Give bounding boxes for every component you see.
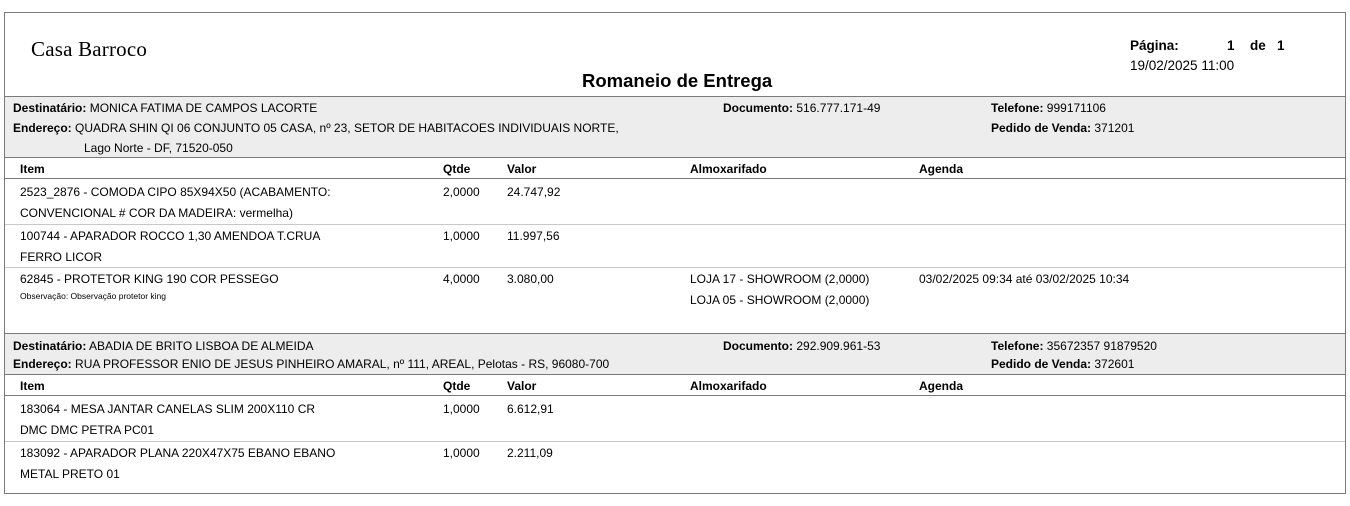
divider xyxy=(5,374,1345,375)
address-label: Endereço: xyxy=(13,357,72,371)
col-header-almoxarifado: Almoxarifado xyxy=(690,379,767,393)
document-label: Documento: xyxy=(723,339,793,353)
order-label: Pedido de Venda: xyxy=(991,121,1092,135)
phone-value: 999171106 xyxy=(1046,101,1106,115)
order-value: 372601 xyxy=(1094,357,1135,371)
report-frame xyxy=(4,12,1346,494)
divider xyxy=(5,395,1345,396)
page-label: Página: xyxy=(1130,38,1179,53)
company-logo: Casa Barroco xyxy=(31,37,148,61)
document-row xyxy=(723,101,880,115)
col-header-qtde: Qtde xyxy=(443,162,471,176)
item-qtde: 2,0000 xyxy=(443,185,480,199)
col-header-item: Item xyxy=(20,162,45,176)
order-row xyxy=(991,357,1134,371)
item-description-cont: CONVENCIONAL # COR DA MADEIRA: vermelha) xyxy=(20,206,293,220)
order-label: Pedido de Venda: xyxy=(991,357,1092,371)
phone-label: Telefone: xyxy=(991,339,1044,353)
phone-row xyxy=(991,339,1157,353)
item-almoxarifado: LOJA 17 - SHOWROOM (2,0000) xyxy=(690,272,870,286)
page-total: 1 xyxy=(1277,38,1285,53)
item-valor: 2.211,09 xyxy=(507,446,553,460)
item-description: 100744 - APARADOR ROCCO 1,30 AMENDOA T.CRUA xyxy=(20,229,321,243)
item-valor: 6.612,91 xyxy=(507,402,554,416)
item-description: 62845 - PROTETOR KING 190 COR PESSEGO xyxy=(20,272,279,286)
item-valor: 24.747,92 xyxy=(507,185,561,199)
phone-row xyxy=(991,101,1106,115)
col-header-valor: Valor xyxy=(507,379,537,393)
item-description-cont: METAL PRETO 01 xyxy=(20,467,120,481)
order-row xyxy=(991,121,1134,135)
item-description: 183092 - APARADOR PLANA 220X47X75 EBANO EBANO xyxy=(20,446,336,460)
report-datetime: 19/02/2025 11:00 xyxy=(1130,58,1235,73)
row-divider xyxy=(5,267,1345,268)
col-header-agenda: Agenda xyxy=(919,379,964,393)
col-header-valor: Valor xyxy=(507,162,537,176)
item-valor: 3.080,00 xyxy=(507,272,554,286)
recipient-name: MONICA FATIMA DE CAMPOS LACORTE xyxy=(89,101,318,115)
address-label: Endereço: xyxy=(13,121,72,135)
row-divider xyxy=(5,441,1345,442)
document-label: Documento: xyxy=(723,101,793,115)
address-line1: RUA PROFESSOR ENIO DE JESUS PINHEIRO AMARAL, nº 111, AREAL, Pelotas - RS, 96080-700 xyxy=(75,357,610,371)
page-separator: de xyxy=(1250,38,1266,53)
recipient-label: Destinatário: xyxy=(13,339,87,353)
document-value: 516.777.171-49 xyxy=(796,101,881,115)
recipient-row xyxy=(13,339,314,353)
report-title: Romaneio de Entrega xyxy=(582,70,773,91)
row-divider xyxy=(5,224,1345,225)
address-line2: Lago Norte - DF, 71520-050 xyxy=(84,141,233,155)
recipient-name: ABADIA DE BRITO LISBOA DE ALMEIDA xyxy=(89,339,314,353)
address-line1: QUADRA SHIN QI 06 CONJUNTO 05 CASA, nº 23, SETOR DE HABITACOES INDIVIDUAIS NORTE, xyxy=(75,121,619,135)
document-row xyxy=(723,339,880,353)
divider xyxy=(5,157,1345,158)
item-observation: Observação: Observação protetor king xyxy=(20,291,166,301)
page-current: 1 xyxy=(1227,38,1235,53)
item-description-cont: DMC DMC PETRA PC01 xyxy=(20,423,155,437)
phone-value: 35672357 91879520 xyxy=(1046,339,1157,353)
document-value: 292.909.961-53 xyxy=(796,339,881,353)
phone-label: Telefone: xyxy=(991,101,1044,115)
col-header-qtde: Qtde xyxy=(443,379,471,393)
item-qtde: 4,0000 xyxy=(443,272,480,286)
item-qtde: 1,0000 xyxy=(443,446,480,460)
item-description-cont: FERRO LICOR xyxy=(20,250,103,264)
item-agenda: 03/02/2025 09:34 até 03/02/2025 10:34 xyxy=(919,272,1130,286)
item-almoxarifado: LOJA 05 - SHOWROOM (2,0000) xyxy=(690,293,870,307)
recipient-label: Destinatário: xyxy=(13,101,87,115)
recipient-row xyxy=(13,101,317,115)
col-header-almoxarifado: Almoxarifado xyxy=(690,162,767,176)
item-qtde: 1,0000 xyxy=(443,402,480,416)
address-row xyxy=(13,357,609,371)
col-header-agenda: Agenda xyxy=(919,162,964,176)
item-qtde: 1,0000 xyxy=(443,229,480,243)
item-description: 183064 - MESA JANTAR CANELAS SLIM 200X110 CR xyxy=(20,402,316,416)
col-header-item: Item xyxy=(20,379,45,393)
item-description: 2523_2876 - COMODA CIPO 85X94X50 (ACABAMENTO: xyxy=(20,185,331,199)
item-valor: 11.997,56 xyxy=(507,229,560,243)
address-row xyxy=(13,121,619,135)
order-value: 371201 xyxy=(1094,121,1135,135)
divider xyxy=(5,178,1345,179)
